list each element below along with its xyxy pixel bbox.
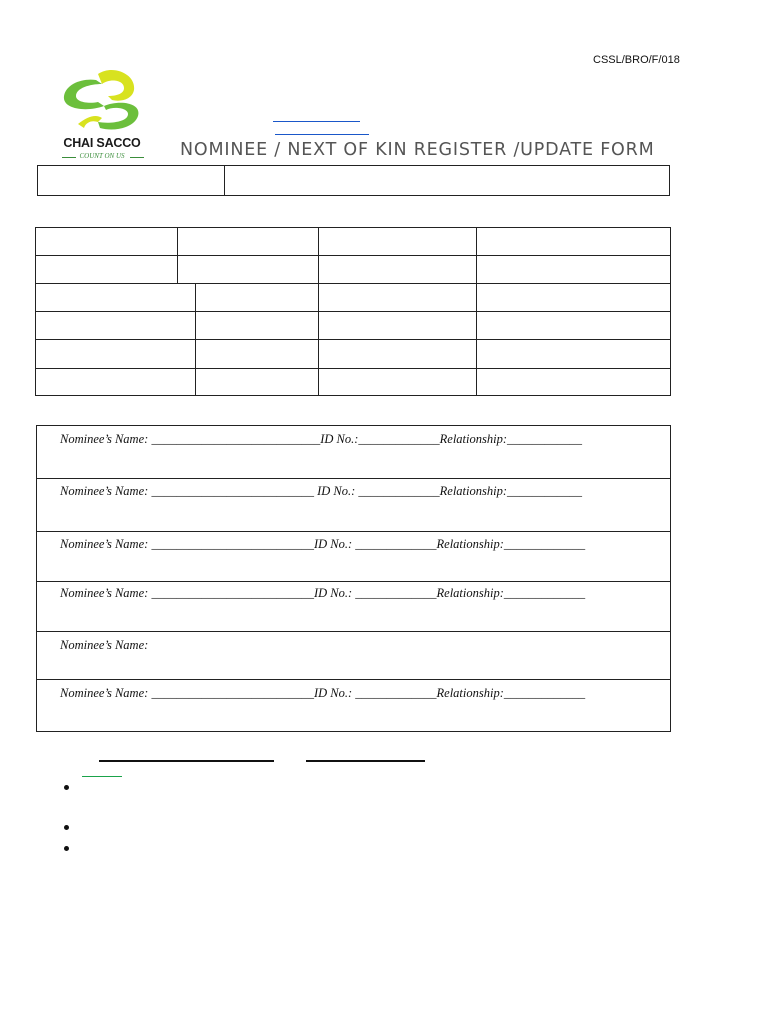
relationship-blank[interactable]: _____________ bbox=[503, 586, 586, 600]
table-row-line bbox=[37, 631, 670, 632]
table-col-line bbox=[177, 228, 178, 283]
date-line[interactable] bbox=[306, 760, 425, 762]
bullet-point bbox=[64, 785, 69, 790]
relationship-label: Relationship: bbox=[439, 484, 507, 498]
nominee-name-label: Nominee’s Name: bbox=[60, 484, 149, 498]
nominee-name-label: Nominee’s Name: bbox=[60, 432, 149, 446]
nominee-row-6 bbox=[60, 686, 585, 701]
signature-line[interactable] bbox=[99, 760, 274, 762]
bullet-point bbox=[64, 825, 69, 830]
table-divider bbox=[224, 166, 225, 195]
table-row-line bbox=[36, 283, 670, 284]
nominee-name-blank[interactable]: __________________________ bbox=[151, 537, 314, 551]
nominee-name-label: Nominee’s Name: bbox=[60, 537, 149, 551]
table-col-line bbox=[318, 228, 319, 395]
id-blank[interactable]: _____________ bbox=[358, 432, 440, 446]
relationship-blank[interactable]: ____________ bbox=[507, 484, 582, 498]
id-blank[interactable]: _____________ bbox=[352, 537, 437, 551]
table-row-line bbox=[36, 339, 670, 340]
nominee-row-5 bbox=[60, 638, 148, 653]
relationship-label: Relationship: bbox=[436, 686, 504, 700]
form-code: CSSL/BRO/F/018 bbox=[593, 54, 680, 66]
table-row-line bbox=[37, 531, 670, 532]
relationship-blank[interactable]: _____________ bbox=[503, 537, 586, 551]
id-label: ID No.: bbox=[313, 537, 353, 551]
table-row-line bbox=[37, 581, 670, 582]
id-label: ID No.: bbox=[313, 586, 353, 600]
id-blank[interactable]: _____________ bbox=[352, 686, 437, 700]
relationship-label: Relationship: bbox=[436, 537, 504, 551]
relationship-label: Relationship: bbox=[436, 586, 504, 600]
nominee-name-label: Nominee’s Name: bbox=[60, 686, 149, 700]
id-blank[interactable]: _____________ bbox=[355, 484, 440, 498]
chai-sacco-logo bbox=[58, 66, 148, 166]
nominee-row-4 bbox=[60, 586, 585, 601]
table-row-line bbox=[36, 311, 670, 312]
relationship-blank[interactable]: _____________ bbox=[503, 686, 586, 700]
nominee-name-label: Nominee’s Name: bbox=[60, 638, 149, 652]
member-details-table bbox=[37, 165, 670, 196]
id-label: ID No.: bbox=[313, 686, 353, 700]
nominee-name-blank[interactable]: __________________________ bbox=[151, 686, 314, 700]
nominee-row-1 bbox=[60, 432, 582, 447]
green-link-underline[interactable] bbox=[82, 776, 122, 777]
bullet-point bbox=[64, 846, 69, 851]
id-label: ID No.: bbox=[320, 432, 359, 446]
relationship-label: Relationship: bbox=[439, 432, 507, 446]
logo-mark-icon bbox=[58, 66, 148, 136]
logo-tagline: COUNT ON US bbox=[79, 152, 125, 160]
nominee-name-blank[interactable]: ___________________________ bbox=[151, 432, 321, 446]
page-title: NOMINEE / NEXT OF KIN REGISTER /UPDATE FORM bbox=[180, 140, 655, 160]
nominee-row-2 bbox=[60, 484, 582, 499]
id-blank[interactable]: _____________ bbox=[352, 586, 437, 600]
logo-text: CHAI SACCO bbox=[63, 136, 141, 150]
nominee-name-blank[interactable]: __________________________ bbox=[151, 484, 314, 498]
link-underline-bottom[interactable] bbox=[275, 134, 369, 135]
table-col-line bbox=[476, 228, 477, 395]
nominee-name-label: Nominee’s Name: bbox=[60, 586, 149, 600]
table-row-line bbox=[36, 368, 670, 369]
relationship-blank[interactable]: ____________ bbox=[507, 432, 582, 446]
table-row-line bbox=[37, 478, 670, 479]
account-info-table bbox=[35, 227, 671, 396]
table-col-line bbox=[195, 283, 196, 395]
nominee-row-3 bbox=[60, 537, 585, 552]
id-label: ID No.: bbox=[313, 484, 356, 498]
link-underline-top[interactable] bbox=[273, 121, 360, 122]
nominee-name-blank[interactable]: __________________________ bbox=[151, 586, 314, 600]
table-row-line bbox=[37, 679, 670, 680]
table-row-line bbox=[36, 255, 670, 256]
logo-tag-rule-right bbox=[130, 157, 144, 158]
